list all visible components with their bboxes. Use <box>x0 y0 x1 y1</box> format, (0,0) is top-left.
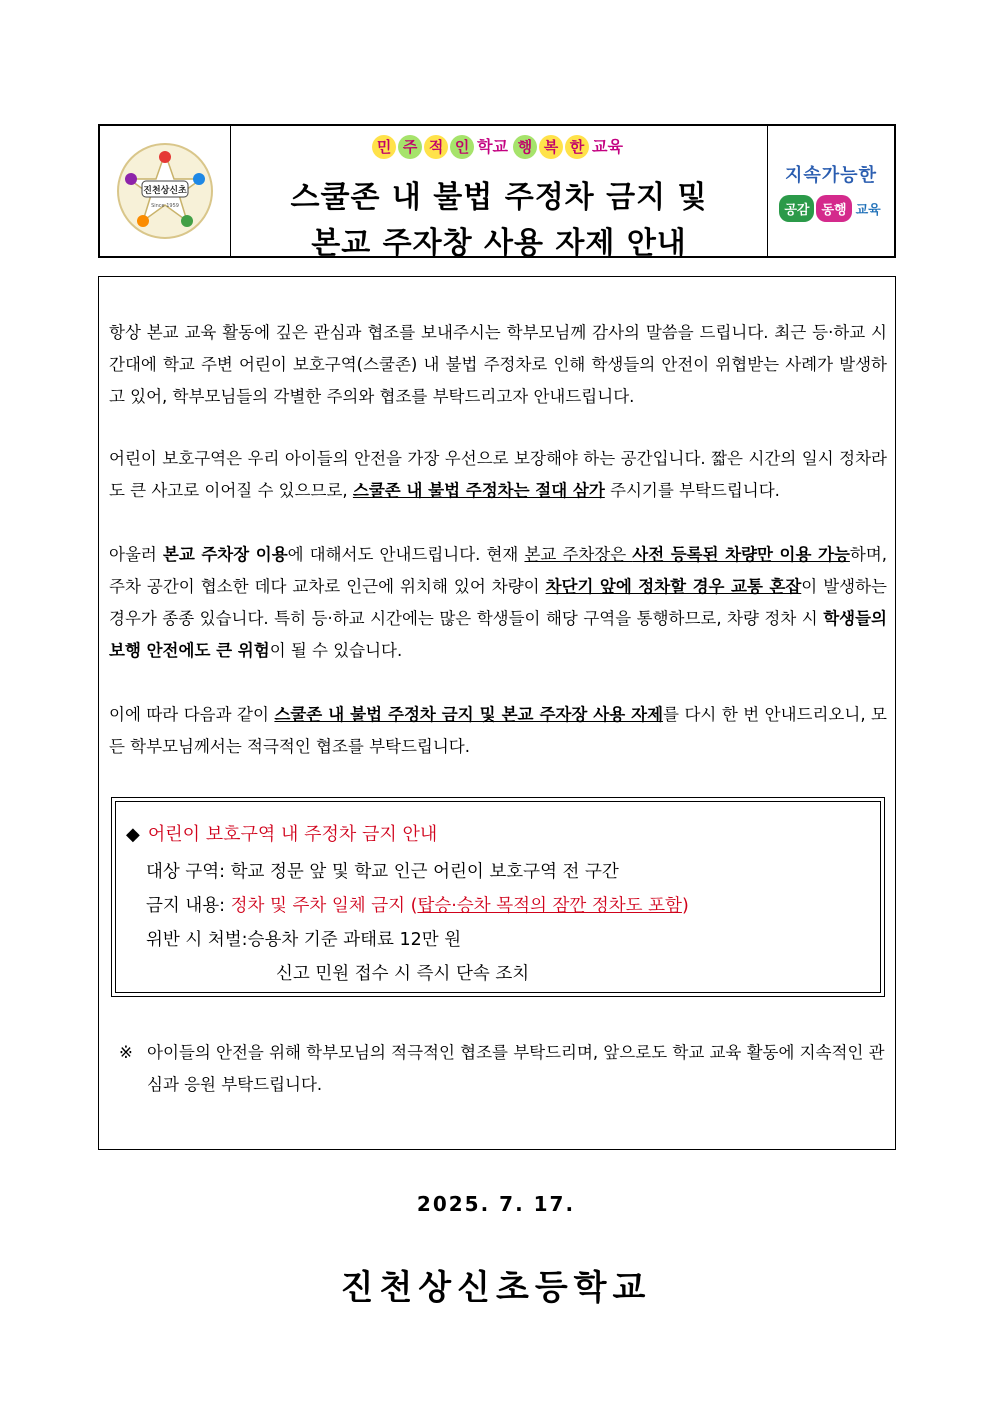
notice-prohibition <box>146 892 689 917</box>
text: 어린이 보호구역은 우리 아이들의 안전을 가장 우선으로 보장해야 하는 공간입니다. 짧은 시간의 일시 정차라도 큰 사고로 이어질 수 있으므로, <box>109 449 887 500</box>
value: 정차 및 주차 일체 금지 ( <box>230 896 418 916</box>
sustain-cell <box>768 126 894 256</box>
logo-text: 진천상신초 <box>143 186 187 196</box>
text: 이 될 수 있습니다. <box>269 641 403 660</box>
slogan-char: 복 <box>539 135 563 159</box>
text: 이에 따라 다음과 같이 <box>109 705 275 724</box>
paragraph-school-zone <box>109 443 887 507</box>
school-name: 진천상신초등학교 <box>340 1268 652 1308</box>
notice-inner <box>115 801 881 993</box>
paragraph-parking <box>109 539 887 667</box>
sustain-label: 지속가능한 <box>785 164 877 186</box>
text: 에 대해서도 안내드립니다. 현재 <box>287 545 525 564</box>
diamond-icon: ◆ <box>126 824 140 845</box>
text: 하며, 주차 공간이 협소한 데다 교차로 인근에 위치해 있어 차량이 <box>109 545 888 596</box>
notice-penalty: 위반 시 처벌:승용차 기준 과태료 12만 원 <box>146 930 462 950</box>
school-logo-icon <box>115 141 215 241</box>
header-table <box>98 124 896 261</box>
slogan-char: 주 <box>398 135 422 159</box>
emphasis-text: 차단기 앞에 정차할 경우 교통 혼잡 <box>545 577 802 596</box>
underline-text: 본교 주차장은 <box>524 545 633 564</box>
slogan-char: 행 <box>513 135 537 159</box>
slogan-char: 인 <box>450 135 474 159</box>
notice-enforcement: 신고 민원 접수 시 즉시 단속 조치 <box>276 964 530 984</box>
paragraph-intro: 항상 본교 교육 활동에 깊은 관심과 협조를 보내주시는 학부모님께 감사의 말씀을 드립니다. 최근 등·하교 시간대에 학교 주변 어린이 보호구역(스쿨존) 내 불법 주정차로 인해 학생들의 안전이 위협받는 사례가 발생하고 있어, 학부모님들의 각별한 주의와 협조를 부탁드리고자 안내드립니다. <box>109 323 887 406</box>
title-line-1: 스쿨존 내 불법 주정차 금지 및 <box>290 180 708 215</box>
pill-empathy: 공감 <box>779 195 814 222</box>
notice-target-area <box>146 858 619 883</box>
logo-cell <box>100 126 231 256</box>
pill-together: 동행 <box>816 195 851 222</box>
slogan-word: 학교 <box>477 137 508 156</box>
paragraph-request <box>109 699 887 763</box>
notice-heading-text: 어린이 보호구역 내 주정차 금지 안내 <box>147 824 438 845</box>
logo-since: Since 1959 <box>151 203 179 209</box>
text: 주시기를 부탁드립니다. <box>604 481 780 500</box>
value: 학교 정문 앞 및 학교 인근 어린이 보호구역 전 구간 <box>230 862 619 882</box>
label: 대상 구역: <box>146 862 231 882</box>
underline-value: 탑승·승차 목적의 잠깐 정차도 포함 <box>417 896 682 916</box>
slogan-char: 적 <box>424 135 448 159</box>
emphasis-text: 스쿨존 내 불법 주정차는 절대 삼가 <box>352 481 605 500</box>
document-date: 2025. 7. 17. <box>416 1192 576 1216</box>
notice-box <box>111 797 885 997</box>
slogan-char: 한 <box>565 135 589 159</box>
sustain-pills <box>779 195 882 222</box>
slogan-word: 교육 <box>592 137 623 156</box>
text: 이 발생하는 경우가 종종 있습니다. 특히 등·하교 시간에는 많은 학생들이 해당 구역을 통행하므로, 차량 정차 시 <box>109 577 887 628</box>
emphasis-text: 스쿨존 내 불법 주정차 금지 및 본교 주자장 사용 자제 <box>274 705 664 724</box>
closing-note <box>119 1037 885 1101</box>
closing-note-text: 아이들의 안전을 위해 학부모님의 적극적인 협조를 부탁드리며, 앞으로도 학교 교육 활동에 지속적인 관심과 응원 부탁드립니다. <box>147 1043 885 1094</box>
text: 를 다시 한 번 안내드리오니, 모든 학부모님께서는 적극적인 협조를 부탁드립니다. <box>109 705 887 756</box>
bold-text: 학생들의 보행 안전에도 큰 위험 <box>109 609 887 660</box>
bold-text: 본교 주차장 이용 <box>162 545 288 564</box>
reference-mark: ※ <box>119 1043 133 1062</box>
pill-education: 교육 <box>854 195 883 222</box>
label: 금지 내용: <box>146 896 231 916</box>
slogan <box>231 134 767 159</box>
emphasis-text: 사전 등록된 차량만 이용 가능 <box>632 545 850 564</box>
value-end: ) <box>681 896 689 916</box>
content-box <box>98 276 896 1150</box>
title-cell <box>231 126 768 261</box>
title-line-2: 본교 주자창 사용 자제 안내 <box>311 226 687 261</box>
text: 아울러 <box>109 545 163 564</box>
slogan-char: 민 <box>372 135 396 159</box>
notice-heading <box>126 820 437 846</box>
